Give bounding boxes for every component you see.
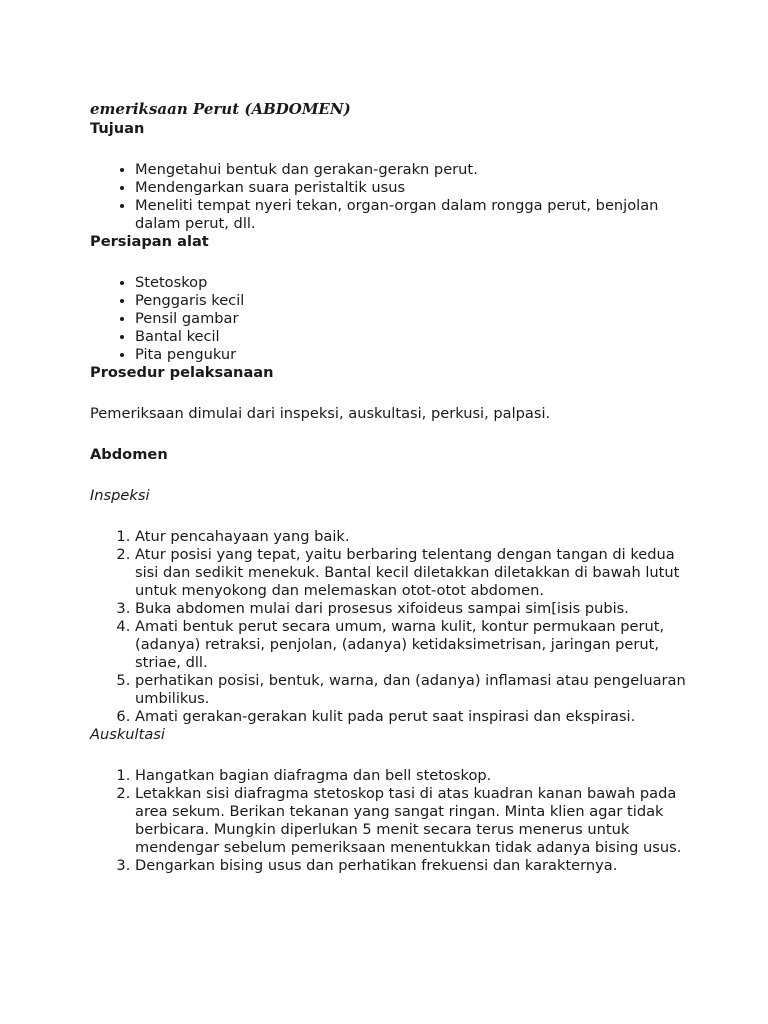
list-item: • Pita pengukur: [135, 346, 690, 364]
persiapan-list: [90, 274, 690, 364]
list-item: • Pensil gambar: [135, 310, 690, 328]
list-item: 1. Atur pencahayaan yang baik.: [135, 528, 690, 546]
heading-auskultasi: Auskultasi: [90, 726, 165, 743]
list-item: 2. Letakkan sisi diafragma stetoskop tasi di atas kuadran kanan bawah pada area sekum. Berikan tekanan yang sangat ringan. Minta klien agar tidak berbicara. Mungkin diperlukan 5 menit secara terus menerus untuk mendengar sebelum pemeriksaan menentukkan tidak adanya bising usus.: [135, 785, 690, 857]
list-item: 3. Dengarkan bising usus dan perhatikan frekuensi dan karakternya.: [135, 857, 690, 875]
tujuan-list: [90, 161, 690, 233]
list-item: • Mendengarkan suara peristaltik usus: [135, 179, 690, 197]
auskultasi-list: [90, 767, 690, 875]
list-item: • Stetoskop: [135, 274, 690, 292]
heading-persiapan-alat: Persiapan alat: [90, 233, 209, 250]
document-body: [90, 120, 690, 875]
heading-tujuan: Tujuan: [90, 120, 145, 137]
heading-inspeksi: Inspeksi: [90, 487, 150, 504]
list-item: • Meneliti tempat nyeri tekan, organ-organ dalam rongga perut, benjolan dalam perut, dll.: [135, 197, 690, 233]
list-item: 2. Atur posisi yang tepat, yaitu berbaring telentang dengan tangan di kedua sisi dan sedikit menekuk. Bantal kecil diletakkan diletakkan di bawah lutut untuk menyokong dan melemaskan otot-otot abdomen.: [135, 546, 690, 600]
heading-abdomen: Abdomen: [90, 446, 168, 463]
list-item: 1. Hangatkan bagian diafragma dan bell stetoskop.: [135, 767, 690, 785]
document-title: emeriksaan Perut (ABDOMEN): [90, 100, 351, 118]
list-item: 6. Amati gerakan-gerakan kulit pada perut saat inspirasi dan ekspirasi.: [135, 708, 690, 726]
list-item: 3. Buka abdomen mulai dari prosesus xifoideus sampai sim[isis pubis.: [135, 600, 690, 618]
prosedur-text: Pemeriksaan dimulai dari inspeksi, auskultasi, perkusi, palpasi.: [90, 405, 551, 422]
list-item: 5. perhatikan posisi, bentuk, warna, dan (adanya) inflamasi atau pengeluaran umbilikus.: [135, 672, 690, 708]
heading-prosedur: Prosedur pelaksanaan: [90, 364, 274, 381]
list-item: 4. Amati bentuk perut secara umum, warna kulit, kontur permukaan perut, (adanya) retraksi, penjolan, (adanya) ketidaksimetrisan, jaringan perut, striae, dll.: [135, 618, 690, 672]
inspeksi-list: [90, 528, 690, 726]
list-item: • Mengetahui bentuk dan gerakan-gerakn perut.: [135, 161, 690, 179]
list-item: • Bantal kecil: [135, 328, 690, 346]
list-item: • Penggaris kecil: [135, 292, 690, 310]
